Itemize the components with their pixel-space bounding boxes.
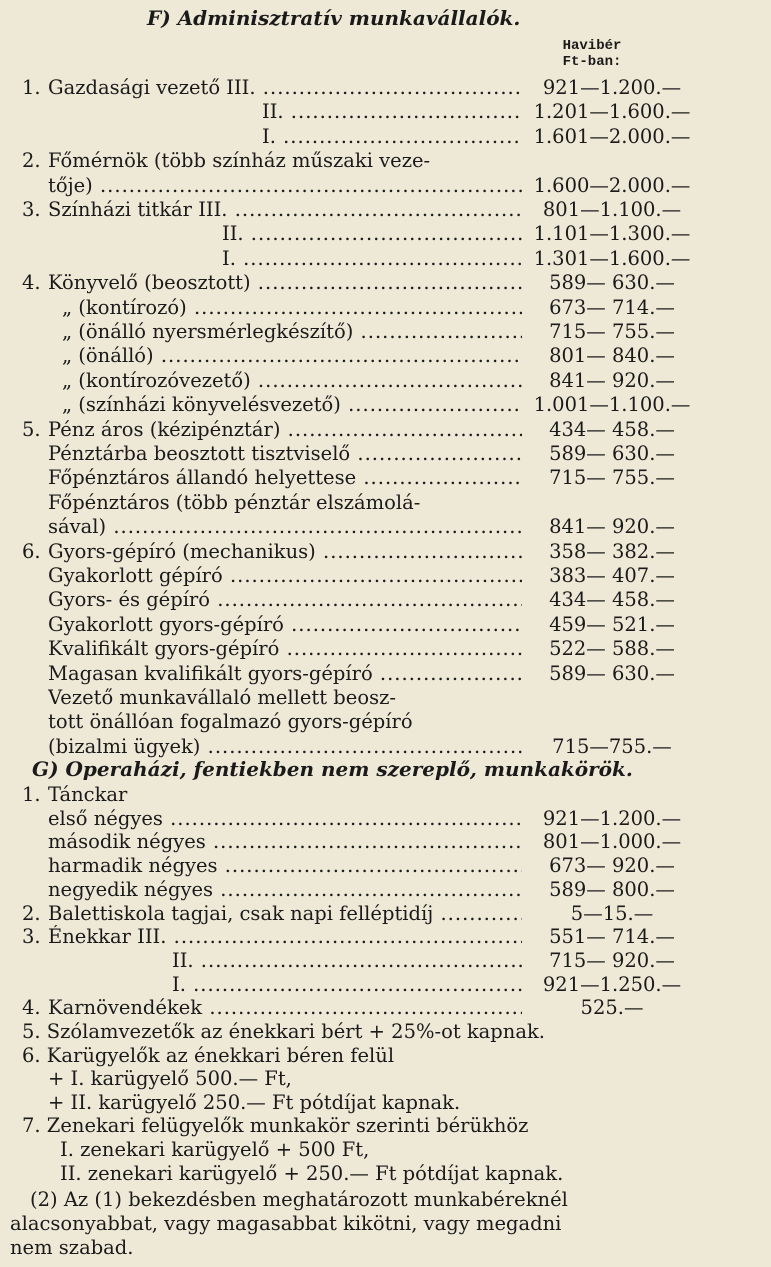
row-label: Gazdasági vezető III. ..... [48, 76, 522, 100]
table-row [22, 735, 752, 759]
row-label: Főpénztáros (több pénztár elszámolá- [48, 490, 421, 514]
row-label: Magasan kvalifikált gyors-gépíró ..... [48, 662, 522, 686]
table-row [22, 588, 752, 612]
note-line: + II. karügyelő 250.— Ft pótdíjat kapnak. [48, 1090, 461, 1114]
note-line: 5. Szólamvezetők az énekkari bért + 25%-ot kapnak. [22, 1020, 545, 1043]
column-header-line-2: Ft-ban: [562, 54, 622, 70]
salary-range: 434— 458.— [549, 588, 675, 612]
row-number: 1. [22, 783, 41, 806]
row-label: „ (önálló nyersmérlegkészítő) ..... [62, 320, 522, 344]
row-label: „ (színházi könyvelésvezető) ..... [62, 393, 522, 417]
table-row [22, 564, 752, 588]
section-g-title: G) Operaházi, fentiekben nem szereplő, munkakörök. [32, 757, 633, 781]
row-label: Főpénztáros állandó helyettese ..... [48, 466, 522, 490]
table-row [22, 973, 752, 997]
row-label: Vezető munkavállaló mellett beosz- [48, 686, 396, 709]
salary-range: 801— 840.— [549, 344, 675, 368]
table-row [22, 125, 752, 149]
salary-range: 383— 407.— [549, 564, 675, 587]
row-label: Kvalifikált gyors-gépíró ..... [48, 637, 522, 661]
row-label: I. ..... [172, 973, 522, 997]
row-label: sával) ..... [48, 515, 522, 539]
row-label: Gyors-gépíró (mechanikus) ..... [48, 540, 522, 564]
table-row [22, 854, 752, 878]
salary-range: 715— 755.— [549, 320, 675, 343]
salary-range: 715— 920.— [549, 948, 675, 972]
note-line: II. zenekari karügyelő + 250.— Ft pótdíjat kapnak. [60, 1161, 564, 1185]
salary-range: 522— 588.— [549, 637, 675, 661]
row-label: harmadik négyes ..... [48, 854, 522, 878]
table-row [22, 662, 752, 686]
note-line: I. zenekari karügyelő + 500 Ft, [60, 1138, 370, 1161]
row-label: Főmérnök (több színház műszaki veze- [48, 149, 431, 173]
section-f-title: F) Adminisztratív munkavállalók. [147, 6, 521, 30]
row-label: I. ..... [262, 125, 522, 149]
row-number: 4. [22, 271, 41, 295]
salary-range: 921—1.200.— [542, 76, 682, 99]
row-number: 4. [22, 996, 41, 1020]
salary-range: 1.301—1.600.— [533, 246, 691, 270]
row-number: 3. [22, 198, 41, 221]
note-line: 7. Zenekari felügyelők munkakör szerinti bérükhöz [22, 1114, 529, 1138]
table-row [22, 247, 752, 271]
table-row [22, 296, 752, 320]
row-label: II. ..... [172, 949, 522, 973]
table-row [22, 515, 752, 539]
table-row [22, 878, 752, 902]
salary-range: 841— 920.— [549, 515, 675, 539]
row-label: Pénz áros (kézipénztár) ..... [48, 418, 522, 442]
note-line: 6. Karügyelők az énekkari béren felül [22, 1043, 395, 1067]
table-row [22, 442, 752, 466]
table-row [22, 613, 752, 637]
table-row [22, 686, 752, 710]
salary-range: 459— 521.— [549, 612, 675, 636]
table-row [22, 902, 752, 926]
salary-range: 589— 800.— [549, 877, 675, 901]
salary-range: 1.101—1.300.— [533, 222, 691, 246]
row-number: 5. [22, 417, 41, 441]
note-line: + I. karügyelő 500.— Ft, [48, 1067, 292, 1091]
salary-range: 358— 382.— [549, 539, 675, 563]
salary-range: 434— 458.— [549, 417, 675, 441]
row-number: 3. [22, 925, 41, 949]
salary-range: 1.600—2.000.— [533, 173, 691, 197]
table-row [22, 540, 752, 564]
salary-range: 841— 920.— [549, 368, 675, 392]
salary-range: 1.001—1.100.— [533, 393, 691, 417]
table-row [22, 222, 752, 246]
row-label: Gyors- és gépíró ..... [48, 588, 522, 612]
row-label: Gyakorlott gépíró ..... [48, 564, 522, 588]
row-label: „ (kontírozó) ..... [62, 296, 522, 320]
paragraph-line: (2) Az (1) bekezdésben meghatározott munkabéreknél [30, 1188, 568, 1211]
row-label: Énekkar III. ..... [48, 925, 522, 949]
table-row [22, 149, 752, 173]
salary-range: 589— 630.— [549, 271, 675, 295]
table-row [22, 637, 752, 661]
row-label: Tánckar [48, 783, 128, 806]
table-row [22, 76, 752, 100]
salary-range: 801—1.100.— [542, 198, 682, 221]
table-row [22, 783, 752, 807]
salary-range: 673— 714.— [549, 295, 675, 319]
table-row [22, 344, 752, 368]
table-row [22, 369, 752, 393]
table-row [22, 174, 752, 198]
row-number: 1. [22, 76, 41, 99]
row-number: 2. [22, 901, 41, 925]
row-label: Karnövendékek ..... [48, 996, 522, 1020]
table-row [22, 925, 752, 949]
table-row [22, 418, 752, 442]
table-row [22, 996, 752, 1020]
table-row [22, 198, 752, 222]
table-row [22, 710, 752, 734]
row-label: Gyakorlott gyors-gépíró ..... [48, 613, 522, 637]
salary-range: 921—1.200.— [542, 806, 682, 830]
table-row [22, 466, 752, 490]
column-header [532, 38, 652, 70]
row-label: Színházi titkár III. ..... [48, 198, 522, 222]
row-label: „ (kontírozóvezető) ..... [62, 369, 522, 393]
row-label: II. ..... [262, 100, 522, 124]
salary-range: 715— 755.— [549, 466, 675, 490]
salary-range: 1.601—2.000.— [533, 124, 691, 148]
table-row [22, 100, 752, 124]
salary-range: 589— 630.— [549, 661, 675, 685]
salary-range: 801—1.000.— [542, 830, 682, 854]
salary-range: 551— 714.— [549, 925, 675, 949]
row-label: második négyes ..... [48, 830, 522, 854]
row-label: „ (önálló) ..... [62, 344, 522, 368]
row-label: Balettiskola tagjai, csak napi felléptidíj ..... [48, 902, 522, 926]
column-header-line-1: Havibér [562, 38, 622, 54]
salary-range: 1.201—1.600.— [533, 100, 691, 124]
salary-range: 589— 630.— [549, 442, 675, 465]
table-row [22, 320, 752, 344]
table-row [22, 807, 752, 831]
row-label: I. ..... [222, 247, 522, 271]
salary-range: 715—755.— [552, 734, 672, 758]
paragraph-line: alacsonyabbat, vagy magasabbat kikötni, vagy megadni [10, 1212, 562, 1235]
table-row [22, 271, 752, 295]
salary-range: 921—1.250.— [542, 972, 682, 996]
table-row [22, 491, 752, 515]
salary-range: 673— 920.— [549, 854, 675, 878]
table-row [22, 949, 752, 973]
row-label: tője) ..... [48, 174, 522, 198]
row-label: Könyvelő (beosztott) ..... [48, 271, 522, 295]
row-number: 6. [22, 539, 41, 563]
row-label: negyedik négyes ..... [48, 878, 522, 902]
row-label: II. ..... [222, 222, 522, 246]
table-row [22, 830, 752, 854]
row-label: első négyes ..... [48, 807, 522, 831]
salary-range: 5—15.— [570, 901, 654, 925]
table-row [22, 393, 752, 417]
row-label: tott önállóan fogalmazó gyors-gépíró [48, 710, 413, 734]
row-number: 2. [22, 149, 41, 173]
row-label: (bizalmi ügyek) ..... [48, 735, 522, 759]
row-label: Pénztárba beosztott tisztviselő ..... [48, 442, 522, 466]
paragraph-line: nem szabad. [10, 1236, 134, 1259]
salary-range: 525.— [580, 996, 644, 1020]
